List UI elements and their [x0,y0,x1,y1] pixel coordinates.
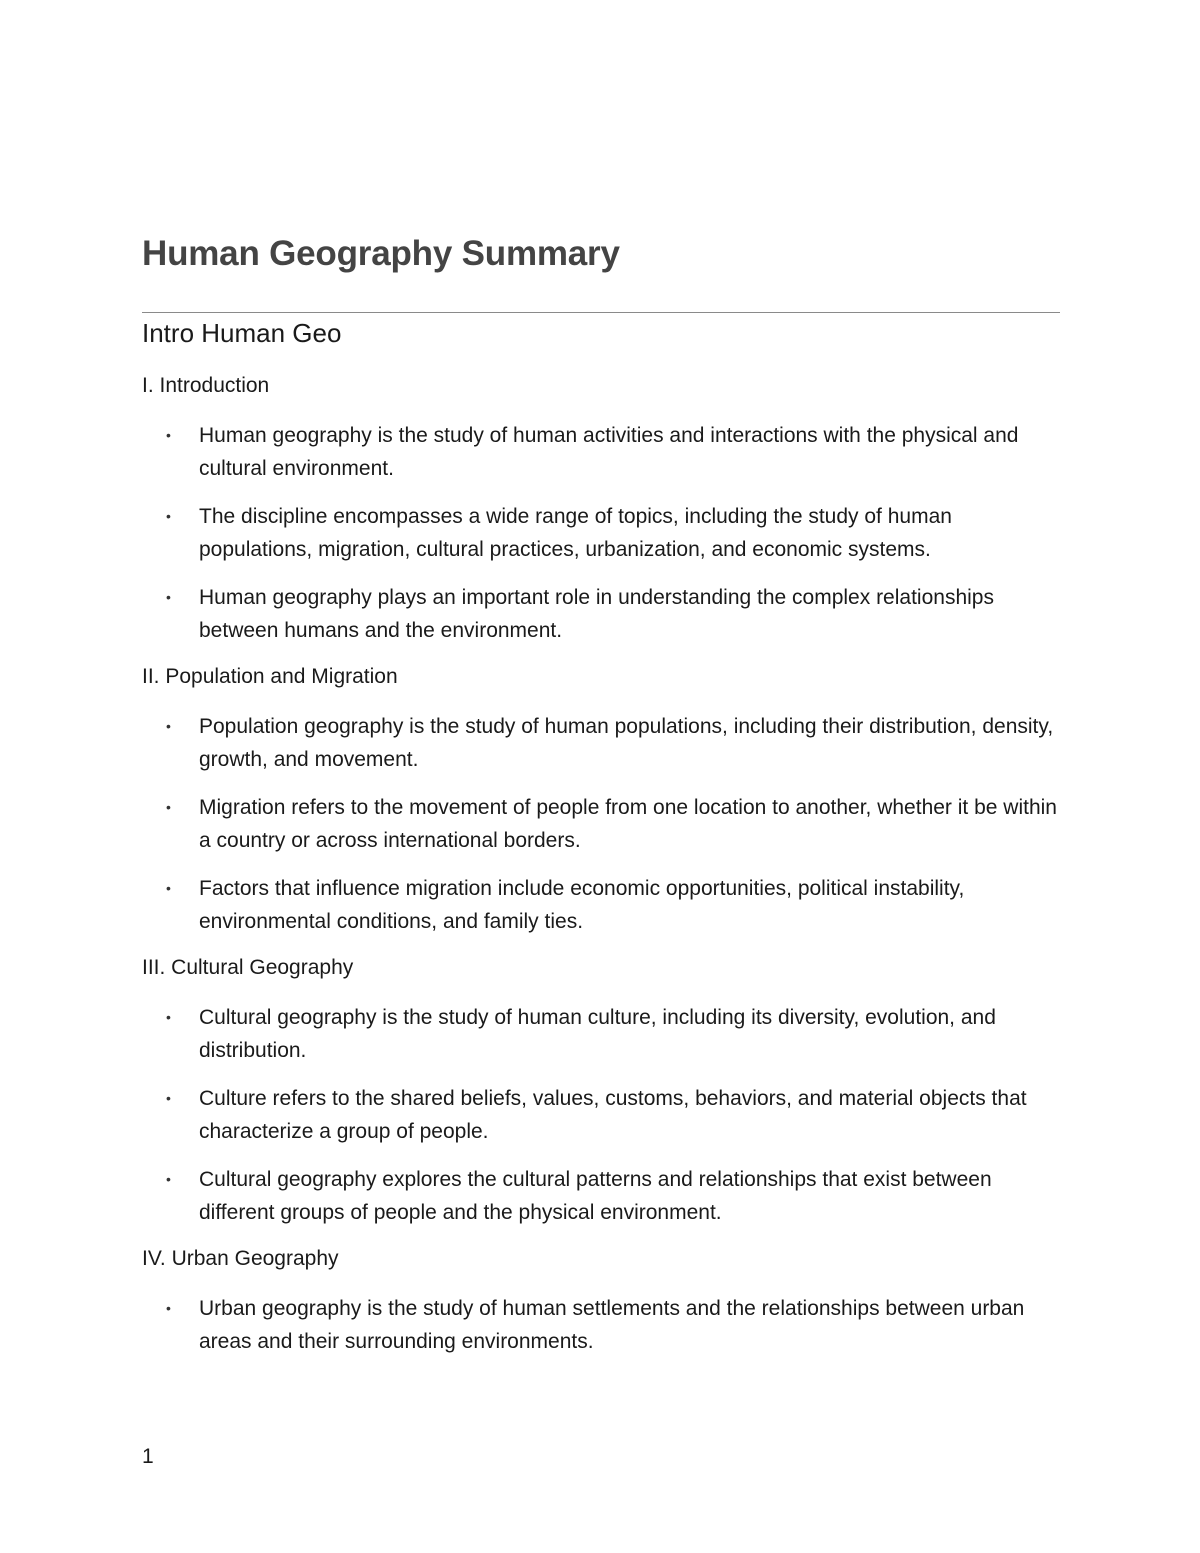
list-item-text: Culture refers to the shared beliefs, values, customs, behaviors, and material objects that characterize a group of people. [199,1087,1027,1143]
list-item-text: The discipline encompasses a wide range of topics, including the study of human populations, migration, cultural practices, urbanization, and economic systems. [199,505,952,561]
bullet-icon: • [166,427,171,443]
list-item-text: Migration refers to the movement of people from one location to another, whether it be within a country or across international borders. [199,796,1057,852]
list-item [142,1082,1060,1148]
list-item [142,1292,1060,1358]
list-item [142,1163,1060,1229]
list-item [142,1001,1060,1067]
bullet-list-introduction [142,419,1060,647]
sub-heading-population-migration: II. Population and Migration [142,665,398,688]
bullet-icon: • [166,589,171,605]
sub-heading-introduction: I. Introduction [142,374,270,397]
list-item-text: Cultural geography is the study of human culture, including its diversity, evolution, and distribution. [199,1006,996,1062]
list-item-text: Cultural geography explores the cultural patterns and relationships that exist between different groups of people and the physical environment. [199,1168,992,1224]
bullet-icon: • [166,508,171,524]
document-body [142,371,1060,1373]
sub-heading-urban-geography: IV. Urban Geography [142,1247,339,1270]
list-item [142,500,1060,566]
bullet-list-population-migration [142,710,1060,938]
list-item [142,419,1060,485]
bullet-icon: • [166,718,171,734]
bullet-list-cultural-geography [142,1001,1060,1229]
sub-heading-cultural-geography: III. Cultural Geography [142,956,354,979]
list-item [142,791,1060,857]
bullet-icon: • [166,1300,171,1316]
bullet-icon: • [166,1009,171,1025]
document-title: Human Geography Summary [142,234,620,273]
list-item-text: Human geography is the study of human activities and interactions with the physical and cultural environment. [199,424,1019,480]
list-item-text: Urban geography is the study of human settlements and the relationships between urban areas and their surrounding environments. [199,1297,1025,1353]
bullet-icon: • [166,1171,171,1187]
title-divider [142,312,1060,313]
list-item-text: Population geography is the study of human populations, including their distribution, density, growth, and movement. [199,715,1054,771]
bullet-list-urban-geography [142,1292,1060,1358]
bullet-icon: • [166,1090,171,1106]
page-number: 1 [142,1445,154,1468]
list-item [142,872,1060,938]
list-item-text: Factors that influence migration include economic opportunities, political instability, environmental conditions, and family ties. [199,877,965,933]
list-item [142,710,1060,776]
list-item [142,581,1060,647]
bullet-icon: • [166,799,171,815]
section-title: Intro Human Geo [142,318,342,348]
bullet-icon: • [166,880,171,896]
list-item-text: Human geography plays an important role in understanding the complex relationships between humans and the environment. [199,586,994,642]
